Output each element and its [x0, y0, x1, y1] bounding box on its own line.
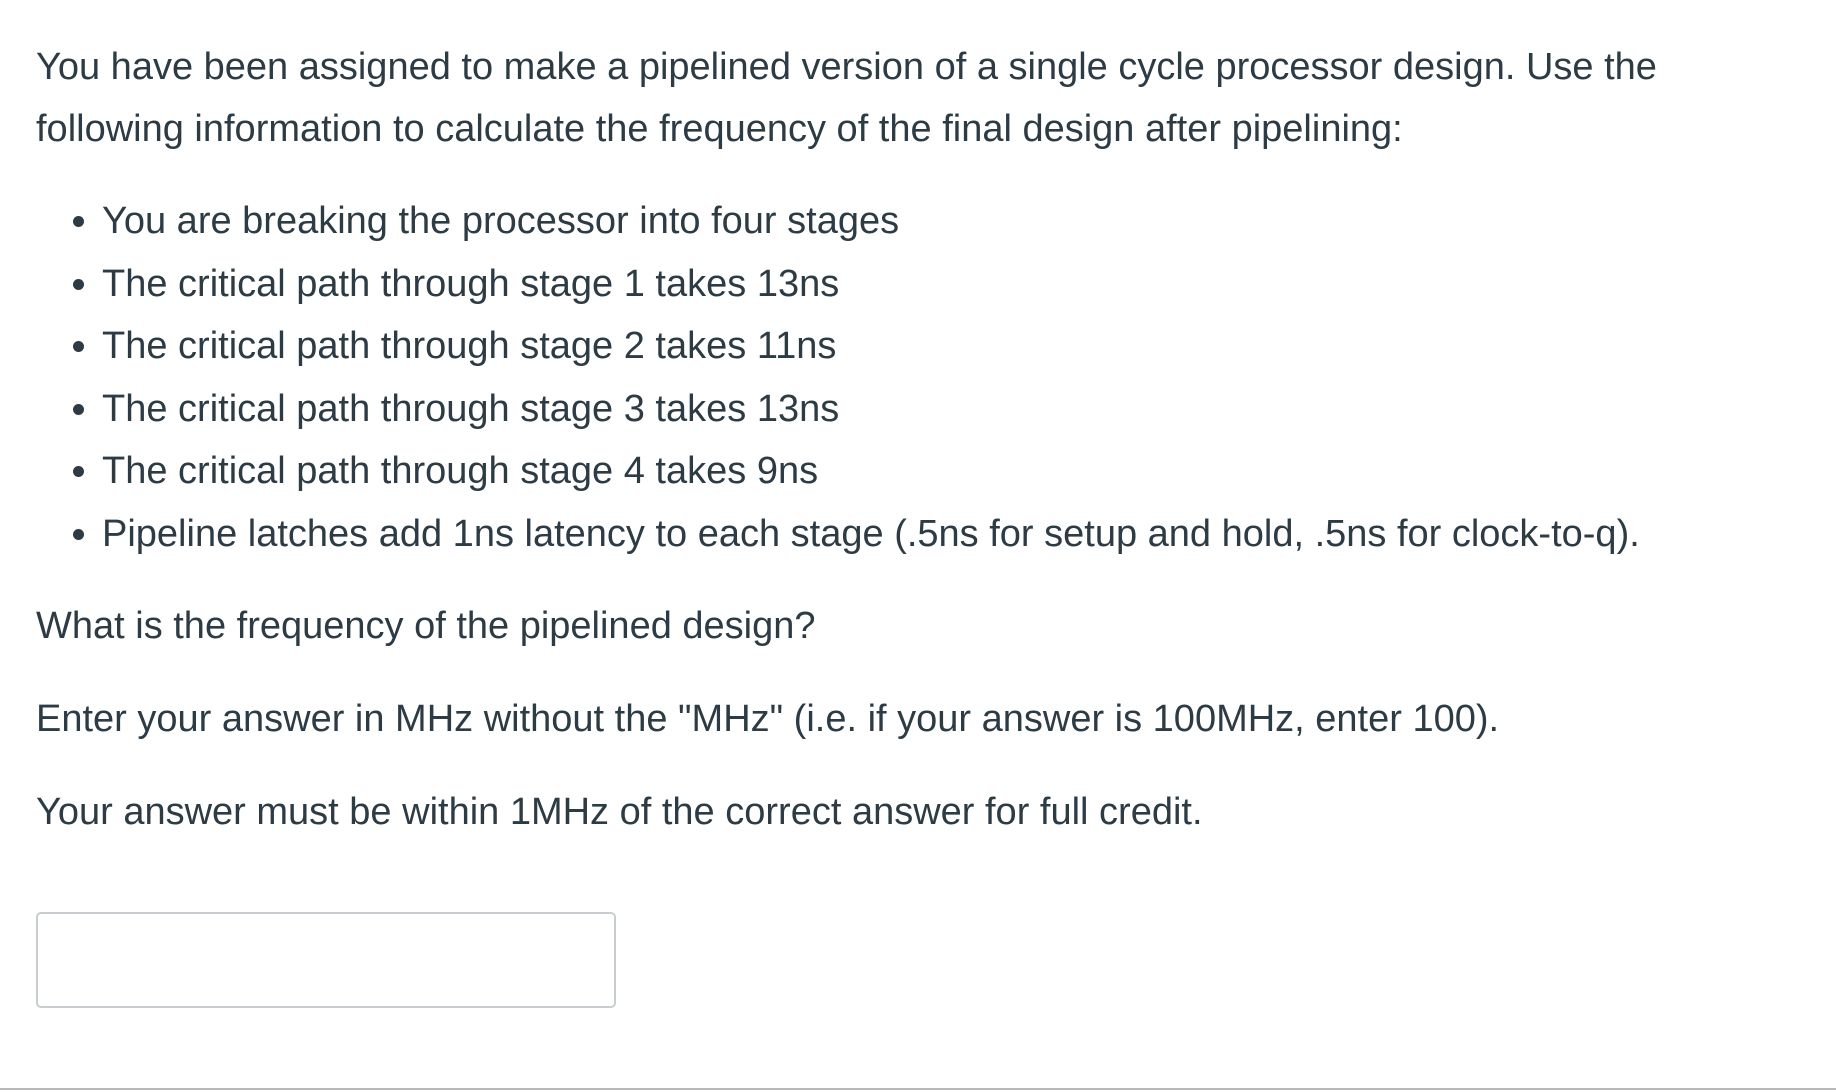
- list-item: • The critical path through stage 2 takes 11ns: [102, 315, 1806, 378]
- question-prompt: What is the frequency of the pipelined design?: [36, 605, 816, 647]
- question-intro: You have been assigned to make a pipelined version of a single cycle processor design. Use the following information to calculate the frequency of the final design after pipelining:: [36, 46, 1657, 150]
- list-item: • The critical path through stage 3 takes 13ns: [102, 378, 1806, 441]
- divider: [0, 1088, 1836, 1090]
- grading-note: Your answer must be within 1MHz of the correct answer for full credit.: [36, 791, 1203, 833]
- given-info-list: [36, 190, 1806, 565]
- list-item: • Pipeline latches add 1ns latency to each stage (.5ns for setup and hold, .5ns for clock-to-q).: [102, 503, 1806, 566]
- list-item: • You are breaking the processor into four stages: [102, 190, 1806, 253]
- list-item: • The critical path through stage 4 takes 9ns: [102, 440, 1806, 503]
- answer-input[interactable]: [36, 912, 616, 1008]
- list-item: • The critical path through stage 1 takes 13ns: [102, 253, 1806, 316]
- answer-instructions: Enter your answer in MHz without the "MHz" (i.e. if your answer is 100MHz, enter 100).: [36, 698, 1500, 740]
- question-body: [36, 36, 1806, 843]
